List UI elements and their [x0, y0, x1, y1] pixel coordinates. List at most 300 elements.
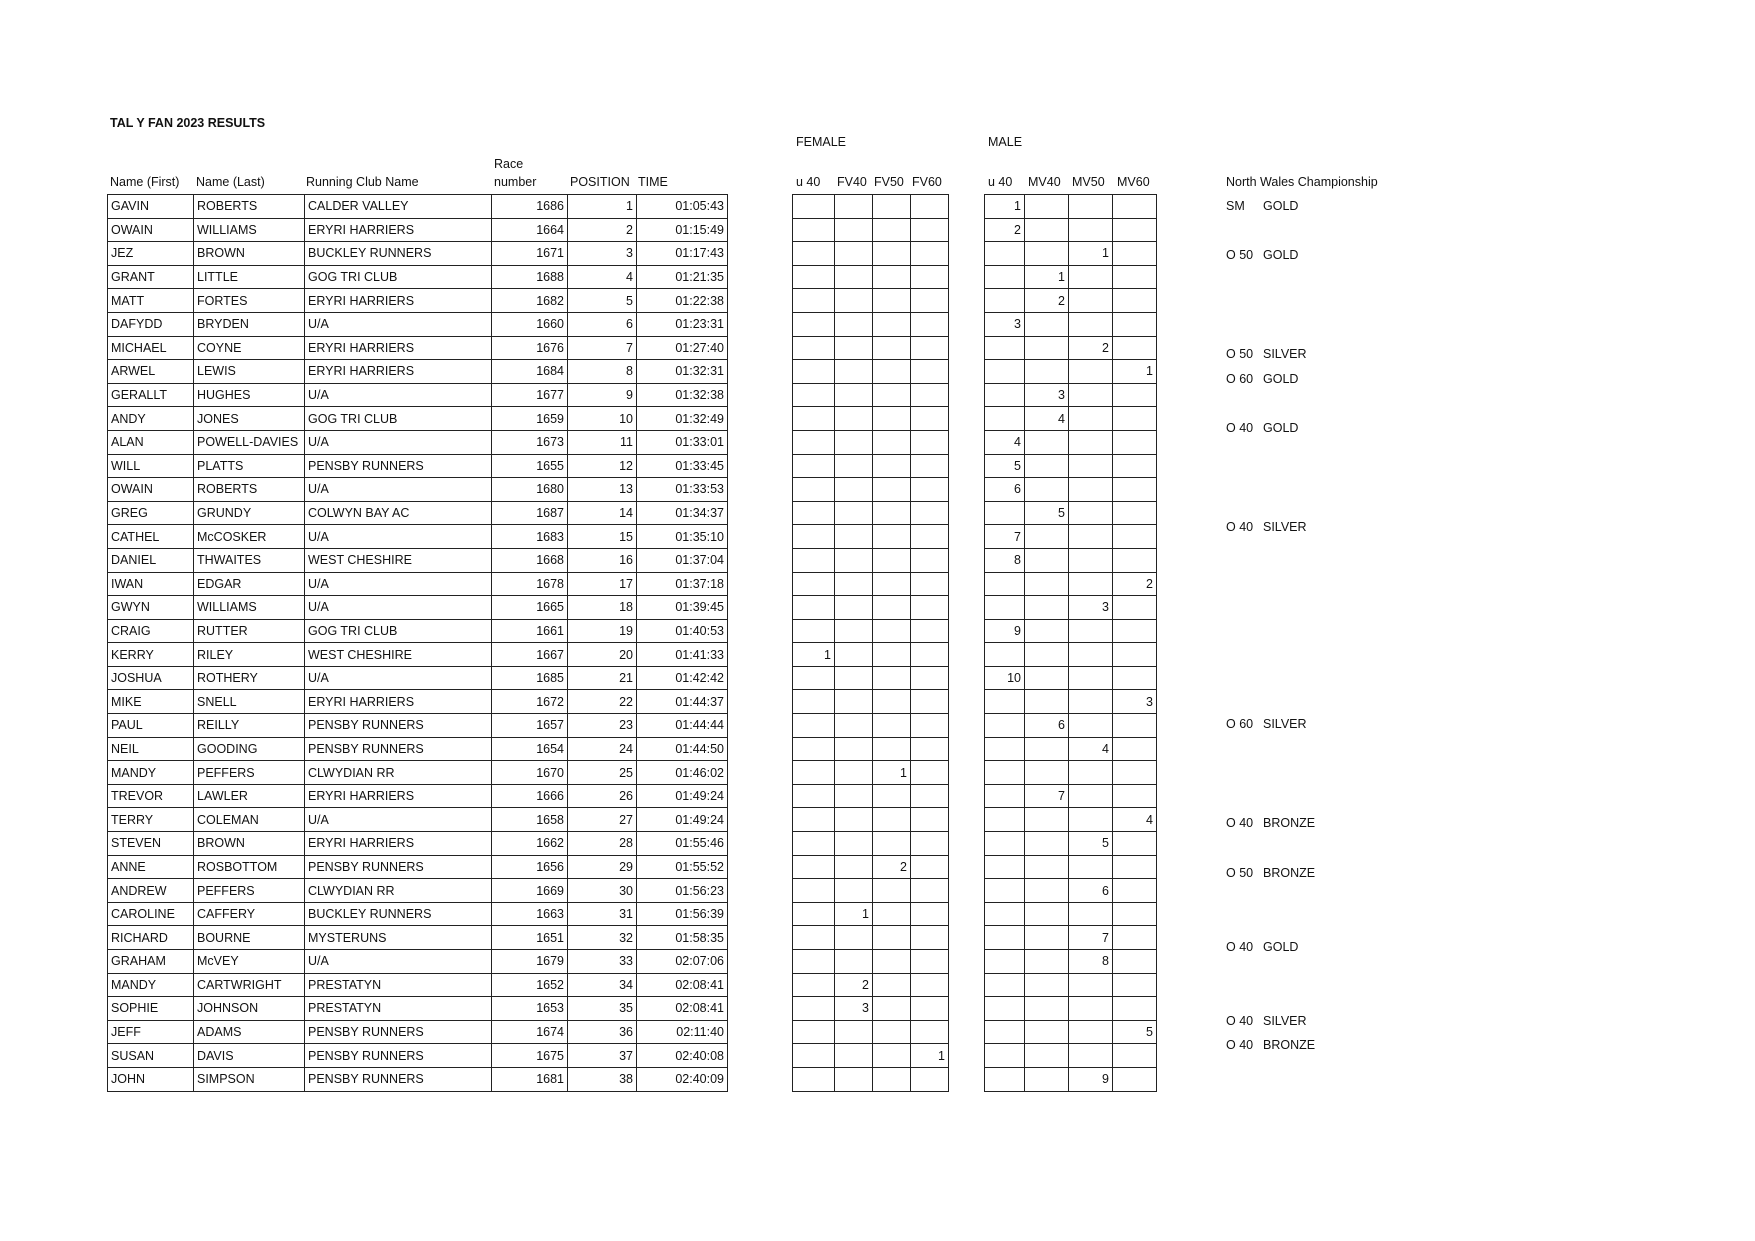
male-category-cell [1069, 643, 1113, 667]
female-category-cell [911, 879, 949, 903]
male-category-cell [1069, 808, 1113, 832]
first-name-cell: ARWEL [108, 360, 194, 384]
female-category-row [793, 383, 949, 407]
male-category-cell [1113, 1067, 1157, 1091]
header-position: POSITION [570, 175, 630, 189]
position-cell: 34 [568, 973, 637, 997]
male-category-cell [1025, 855, 1069, 879]
female-category-cell [911, 548, 949, 572]
first-name-cell: TERRY [108, 808, 194, 832]
race-number-cell: 1664 [492, 218, 568, 242]
club-cell: U/A [305, 478, 492, 502]
female-category-cell [835, 218, 873, 242]
female-category-row [793, 619, 949, 643]
male-category-row [985, 218, 1157, 242]
female-category-row [793, 690, 949, 714]
female-category-cell [793, 832, 835, 856]
male-category-cell [1069, 973, 1113, 997]
female-category-cell [793, 336, 835, 360]
female-category-cell [793, 218, 835, 242]
table-row [108, 242, 728, 266]
time-cell: 01:15:49 [637, 218, 728, 242]
female-category-cell [873, 973, 911, 997]
position-cell: 25 [568, 761, 637, 785]
male-category-cell [985, 289, 1025, 313]
male-category-cell: 4 [985, 430, 1025, 454]
header-male-mv40: MV40 [1028, 175, 1061, 189]
table-row [108, 383, 728, 407]
female-category-cell [911, 737, 949, 761]
male-category-cell [1025, 666, 1069, 690]
male-category-cell [1113, 997, 1157, 1021]
female-category-cell [873, 997, 911, 1021]
table-row [108, 619, 728, 643]
male-category-cell [1069, 360, 1113, 384]
female-category-cell [911, 832, 949, 856]
championship-medal: BRONZE [1263, 865, 1316, 880]
female-category-row [793, 1067, 949, 1091]
position-cell: 17 [568, 572, 637, 596]
club-cell: COLWYN BAY AC [305, 501, 492, 525]
time-cell: 01:55:52 [637, 855, 728, 879]
female-category-cell [793, 808, 835, 832]
race-number-cell: 1661 [492, 619, 568, 643]
male-category-row [985, 784, 1157, 808]
female-category-cell [911, 973, 949, 997]
table-row [108, 784, 728, 808]
female-category-row [793, 1044, 949, 1068]
position-cell: 33 [568, 950, 637, 974]
male-category-row [985, 973, 1157, 997]
male-category-row [985, 1067, 1157, 1091]
race-number-cell: 1688 [492, 265, 568, 289]
male-category-cell [985, 407, 1025, 431]
race-number-cell: 1655 [492, 454, 568, 478]
table-row [108, 1067, 728, 1091]
first-name-cell: MATT [108, 289, 194, 313]
last-name-cell: GOODING [194, 737, 305, 761]
female-category-cell [911, 784, 949, 808]
championship-category: O 50 [1226, 248, 1254, 263]
female-category-row [793, 407, 949, 431]
club-cell: CALDER VALLEY [305, 195, 492, 219]
male-category-cell: 6 [1025, 714, 1069, 738]
female-category-row [793, 242, 949, 266]
female-category-cell [911, 926, 949, 950]
female-category-cell [873, 784, 911, 808]
first-name-cell: GRANT [108, 265, 194, 289]
table-row [108, 596, 728, 620]
last-name-cell: GRUNDY [194, 501, 305, 525]
race-number-cell: 1656 [492, 855, 568, 879]
position-cell: 26 [568, 784, 637, 808]
male-category-cell: 9 [1069, 1067, 1113, 1091]
race-number-cell: 1667 [492, 643, 568, 667]
time-cell: 01:44:50 [637, 737, 728, 761]
table-row [108, 454, 728, 478]
female-category-cell [873, 596, 911, 620]
table-row [108, 997, 728, 1021]
club-cell: PRESTATYN [305, 973, 492, 997]
female-category-row [793, 454, 949, 478]
table-row [108, 289, 728, 313]
male-category-cell [1113, 902, 1157, 926]
championship-medal: GOLD [1263, 421, 1299, 436]
club-cell: CLWYDIAN RR [305, 879, 492, 903]
club-cell: ERYRI HARRIERS [305, 218, 492, 242]
table-row [108, 902, 728, 926]
last-name-cell: SNELL [194, 690, 305, 714]
time-cell: 02:40:09 [637, 1067, 728, 1091]
female-category-cell [911, 242, 949, 266]
table-row [108, 879, 728, 903]
championship-category: O 40 [1226, 1038, 1254, 1053]
table-row [108, 666, 728, 690]
championship-medal: GOLD [1263, 199, 1299, 213]
last-name-cell: WILLIAMS [194, 596, 305, 620]
last-name-cell: ROBERTS [194, 195, 305, 219]
female-category-cell [873, 430, 911, 454]
female-category-cell: 3 [835, 997, 873, 1021]
female-category-cell [911, 383, 949, 407]
first-name-cell: PAUL [108, 714, 194, 738]
male-category-cell: 10 [985, 666, 1025, 690]
female-category-row [793, 501, 949, 525]
female-category-cell [835, 289, 873, 313]
first-name-cell: MICHAEL [108, 336, 194, 360]
position-cell: 14 [568, 501, 637, 525]
female-category-cell [911, 666, 949, 690]
male-category-row [985, 336, 1157, 360]
male-category-cell [1069, 407, 1113, 431]
last-name-cell: HUGHES [194, 383, 305, 407]
header-female-fv40: FV40 [837, 175, 867, 189]
table-row [108, 690, 728, 714]
time-cell: 01:27:40 [637, 336, 728, 360]
last-name-cell: COYNE [194, 336, 305, 360]
results-table [107, 194, 728, 1092]
female-category-cell [873, 501, 911, 525]
male-category-row [985, 1020, 1157, 1044]
female-category-cell [911, 336, 949, 360]
male-category-row [985, 619, 1157, 643]
race-number-cell: 1678 [492, 572, 568, 596]
male-category-cell [1113, 666, 1157, 690]
first-name-cell: STEVEN [108, 832, 194, 856]
race-number-cell: 1682 [492, 289, 568, 313]
female-category-cell [793, 265, 835, 289]
last-name-cell: BROWN [194, 832, 305, 856]
female-category-row [793, 855, 949, 879]
club-cell: ERYRI HARRIERS [305, 360, 492, 384]
female-category-cell [835, 407, 873, 431]
male-category-cell [985, 832, 1025, 856]
male-category-cell [985, 926, 1025, 950]
time-cell: 01:33:45 [637, 454, 728, 478]
race-number-cell: 1669 [492, 879, 568, 903]
table-row [108, 643, 728, 667]
club-cell: BUCKLEY RUNNERS [305, 902, 492, 926]
female-category-cell [873, 336, 911, 360]
club-cell: ERYRI HARRIERS [305, 784, 492, 808]
club-cell: U/A [305, 666, 492, 690]
first-name-cell: TREVOR [108, 784, 194, 808]
male-category-cell [1069, 855, 1113, 879]
male-category-row [985, 855, 1157, 879]
male-category-cell: 6 [985, 478, 1025, 502]
club-cell: ERYRI HARRIERS [305, 289, 492, 313]
male-category-cell [1025, 242, 1069, 266]
club-cell: ERYRI HARRIERS [305, 832, 492, 856]
race-number-cell: 1666 [492, 784, 568, 808]
male-category-cell [1069, 619, 1113, 643]
last-name-cell: BROWN [194, 242, 305, 266]
time-cell: 01:42:42 [637, 666, 728, 690]
time-cell: 01:44:37 [637, 690, 728, 714]
club-cell: U/A [305, 950, 492, 974]
female-category-cell [793, 666, 835, 690]
female-category-row [793, 525, 949, 549]
club-cell: U/A [305, 572, 492, 596]
last-name-cell: PEFFERS [194, 879, 305, 903]
male-category-cell [1069, 265, 1113, 289]
time-cell: 01:41:33 [637, 643, 728, 667]
first-name-cell: SOPHIE [108, 997, 194, 1021]
table-row [108, 1044, 728, 1068]
female-category-cell [793, 454, 835, 478]
club-cell: PENSBY RUNNERS [305, 714, 492, 738]
female-category-cell [911, 289, 949, 313]
table-row [108, 478, 728, 502]
race-number-cell: 1685 [492, 666, 568, 690]
female-category-cell [835, 761, 873, 785]
header-time: TIME [638, 175, 668, 189]
male-category-cell [1025, 218, 1069, 242]
female-category-cell [835, 1044, 873, 1068]
championship-category: O 40 [1226, 939, 1254, 954]
female-category-cell [793, 619, 835, 643]
race-number-cell: 1670 [492, 761, 568, 785]
male-category-cell: 7 [1069, 926, 1113, 950]
male-category-row [985, 1044, 1157, 1068]
male-category-row [985, 666, 1157, 690]
male-category-cell: 1 [985, 195, 1025, 219]
male-category-cell: 8 [1069, 950, 1113, 974]
last-name-cell: RILEY [194, 643, 305, 667]
male-category-cell [1025, 902, 1069, 926]
position-cell: 19 [568, 619, 637, 643]
position-cell: 1 [568, 195, 637, 219]
header-championship: North Wales Championship [1226, 175, 1378, 189]
male-category-cell [985, 950, 1025, 974]
position-cell: 12 [568, 454, 637, 478]
last-name-cell: CARTWRIGHT [194, 973, 305, 997]
first-name-cell: WILL [108, 454, 194, 478]
male-category-row [985, 407, 1157, 431]
male-category-cell [1113, 737, 1157, 761]
female-category-cell [793, 430, 835, 454]
club-cell: MYSTERUNS [305, 926, 492, 950]
male-category-row [985, 714, 1157, 738]
championship-medal: BRONZE [1263, 1038, 1316, 1053]
female-category-cell [873, 195, 911, 219]
male-category-cell [1113, 501, 1157, 525]
female-category-cell [793, 784, 835, 808]
female-category-cell [835, 242, 873, 266]
male-category-cell [1069, 784, 1113, 808]
female-category-row [793, 784, 949, 808]
male-category-cell [985, 501, 1025, 525]
female-category-cell [835, 714, 873, 738]
male-category-row [985, 572, 1157, 596]
club-cell: U/A [305, 808, 492, 832]
race-number-cell: 1665 [492, 596, 568, 620]
position-cell: 15 [568, 525, 637, 549]
female-category-cell [835, 195, 873, 219]
male-category-cell [1025, 832, 1069, 856]
female-category-row [793, 666, 949, 690]
male-category-cell [985, 242, 1025, 266]
female-category-cell [873, 666, 911, 690]
male-category-row [985, 643, 1157, 667]
female-category-cell [793, 1020, 835, 1044]
female-category-cell [793, 572, 835, 596]
last-name-cell: DAVIS [194, 1044, 305, 1068]
female-category-row [793, 195, 949, 219]
first-name-cell: CRAIG [108, 619, 194, 643]
male-category-cell: 9 [985, 619, 1025, 643]
male-category-cell [985, 383, 1025, 407]
club-cell: U/A [305, 525, 492, 549]
female-category-row [793, 643, 949, 667]
last-name-cell: BRYDEN [194, 312, 305, 336]
male-category-cell [1025, 430, 1069, 454]
last-name-cell: EDGAR [194, 572, 305, 596]
race-number-cell: 1677 [492, 383, 568, 407]
female-category-cell [835, 383, 873, 407]
male-category-cell: 1 [1069, 242, 1113, 266]
female-category-cell [911, 1067, 949, 1091]
club-cell: ERYRI HARRIERS [305, 690, 492, 714]
club-cell: WEST CHESHIRE [305, 548, 492, 572]
male-category-row [985, 596, 1157, 620]
last-name-cell: McVEY [194, 950, 305, 974]
female-category-cell [911, 501, 949, 525]
female-category-cell [911, 902, 949, 926]
female-category-cell [835, 784, 873, 808]
time-cell: 01:49:24 [637, 808, 728, 832]
female-category-cell [793, 690, 835, 714]
championship-medal: GOLD [1263, 371, 1299, 386]
female-category-cell [835, 666, 873, 690]
race-number-cell: 1662 [492, 832, 568, 856]
male-category-cell [1113, 478, 1157, 502]
male-category-cell: 8 [985, 548, 1025, 572]
female-category-cell [873, 312, 911, 336]
male-category-cell: 3 [1113, 690, 1157, 714]
table-row [108, 714, 728, 738]
male-category-row [985, 289, 1157, 313]
male-category-row [985, 737, 1157, 761]
male-category-cell: 3 [985, 312, 1025, 336]
female-category-row [793, 336, 949, 360]
female-category-cell [873, 926, 911, 950]
female-category-cell [793, 501, 835, 525]
championship-medal: GOLD [1263, 248, 1299, 263]
male-category-cell [985, 1067, 1025, 1091]
female-category-cell [873, 879, 911, 903]
male-category-cell [1113, 879, 1157, 903]
first-name-cell: MIKE [108, 690, 194, 714]
time-cell: 02:11:40 [637, 1020, 728, 1044]
female-category-row [793, 265, 949, 289]
time-cell: 02:40:08 [637, 1044, 728, 1068]
female-category-row [793, 902, 949, 926]
header-club: Running Club Name [306, 175, 419, 189]
time-cell: 01:05:43 [637, 195, 728, 219]
header-female-u40: u 40 [796, 175, 821, 189]
female-category-cell [793, 902, 835, 926]
female-category-cell [873, 1067, 911, 1091]
last-name-cell: CAFFERY [194, 902, 305, 926]
first-name-cell: JEZ [108, 242, 194, 266]
female-category-cell [873, 407, 911, 431]
female-category-cell [793, 596, 835, 620]
club-cell: U/A [305, 312, 492, 336]
female-category-cell [873, 902, 911, 926]
female-category-table [792, 194, 949, 1092]
table-row [108, 407, 728, 431]
female-category-cell [911, 950, 949, 974]
last-name-cell: RUTTER [194, 619, 305, 643]
position-cell: 2 [568, 218, 637, 242]
female-category-cell [835, 1020, 873, 1044]
male-category-row [985, 525, 1157, 549]
club-cell: PENSBY RUNNERS [305, 855, 492, 879]
championship-category: O 50 [1226, 865, 1254, 880]
position-cell: 23 [568, 714, 637, 738]
female-category-cell [873, 525, 911, 549]
time-cell: 01:34:37 [637, 501, 728, 525]
male-category-cell [1113, 289, 1157, 313]
female-category-cell [793, 761, 835, 785]
male-category-cell [1025, 1044, 1069, 1068]
last-name-cell: JOHNSON [194, 997, 305, 1021]
last-name-cell: LITTLE [194, 265, 305, 289]
last-name-cell: WILLIAMS [194, 218, 305, 242]
table-row [108, 761, 728, 785]
male-category-cell [1113, 950, 1157, 974]
male-category-cell [1113, 312, 1157, 336]
first-name-cell: GERALLT [108, 383, 194, 407]
male-category-cell [1113, 926, 1157, 950]
female-category-cell [911, 430, 949, 454]
male-category-cell [1025, 454, 1069, 478]
female-category-cell [793, 407, 835, 431]
position-cell: 7 [568, 336, 637, 360]
time-cell: 01:32:49 [637, 407, 728, 431]
header-last-name: Name (Last) [196, 175, 265, 189]
female-category-cell [911, 714, 949, 738]
male-category-cell [1025, 879, 1069, 903]
female-category-cell [793, 478, 835, 502]
female-category-row [793, 548, 949, 572]
header-race-line2: number [494, 175, 537, 189]
position-cell: 28 [568, 832, 637, 856]
male-category-cell: 7 [1025, 784, 1069, 808]
header-male-u40: u 40 [988, 175, 1013, 189]
table-row [108, 548, 728, 572]
